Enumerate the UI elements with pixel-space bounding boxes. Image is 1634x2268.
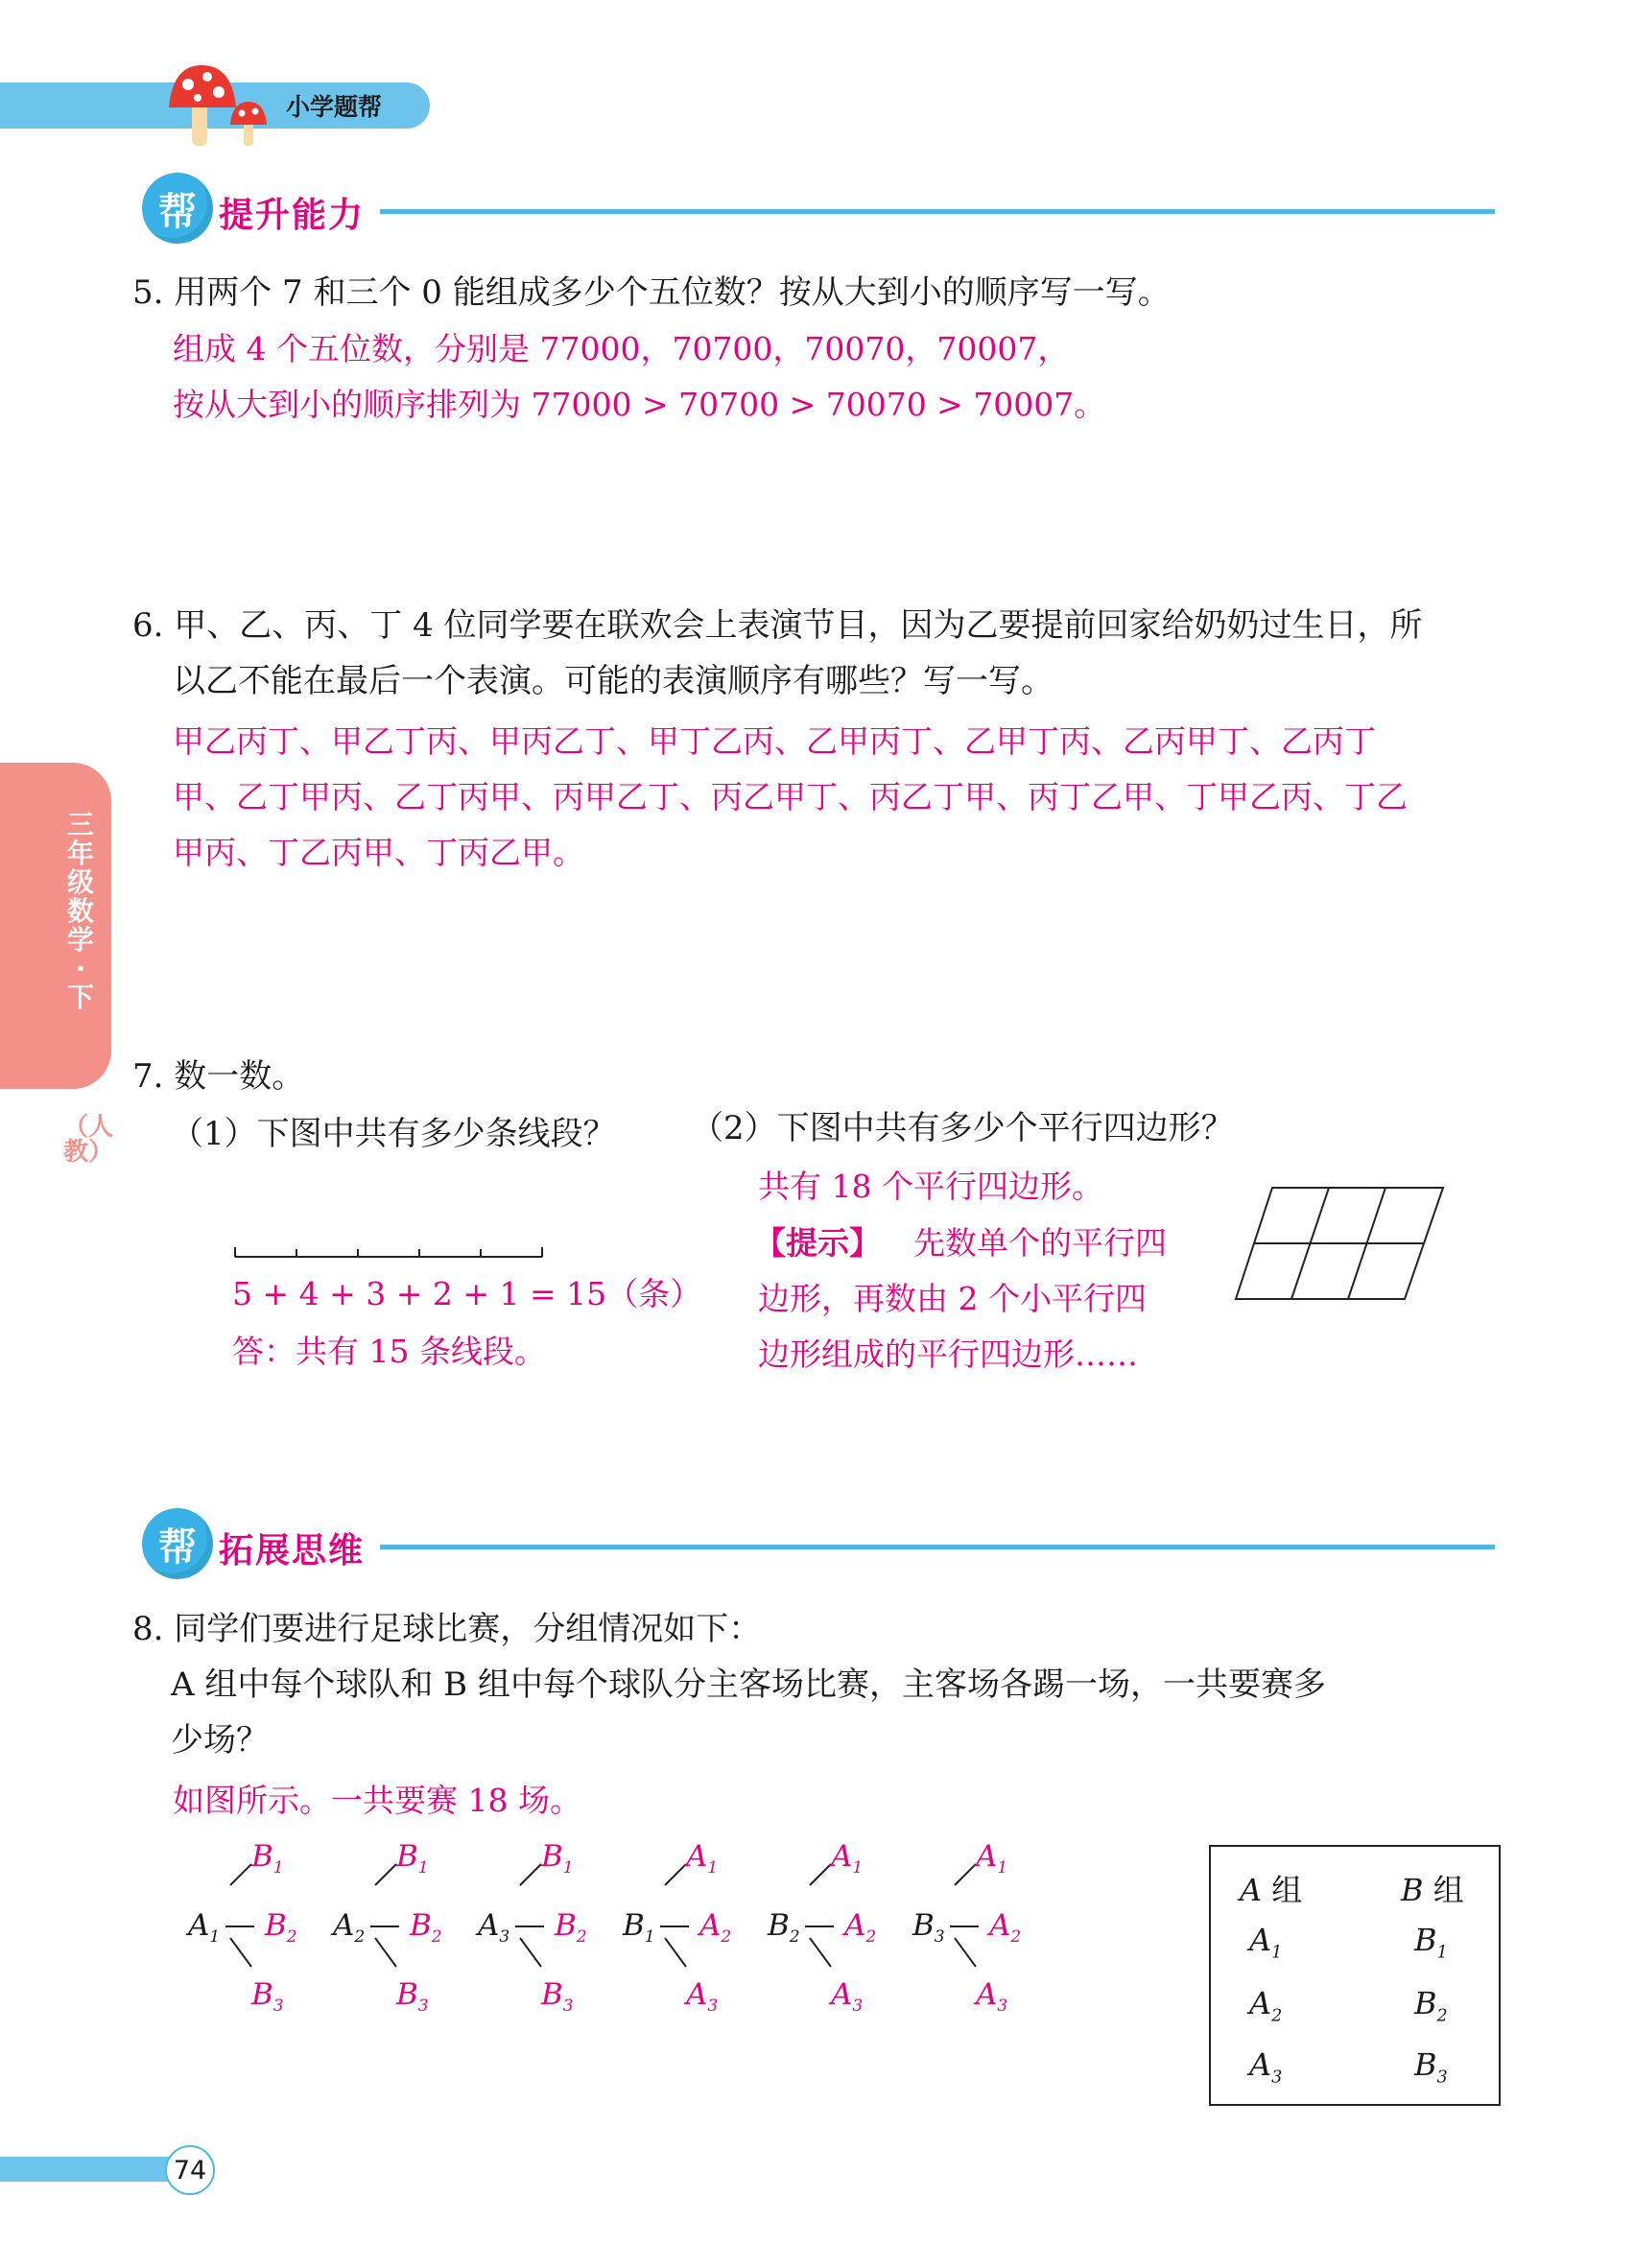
hint-label: 【提示】 <box>754 1224 881 1262</box>
tree-leaf-label: $A_1$ <box>976 1839 1008 1878</box>
question-6-line1: 6. 甲、乙、丙、丁 4 位同学要在联欢会上表演节目，因为乙要提前回家给奶奶过生日，所 <box>132 606 1423 645</box>
header-title: 小学题帮 <box>286 93 383 121</box>
q7-part2-answer: 共有 18 个平行四边形。 <box>758 1168 1103 1205</box>
q7-part1-calc: 5 + 4 + 3 + 2 + 1 = 15（条） <box>232 1275 702 1312</box>
group-table <box>1209 1845 1501 2106</box>
tree-leaf-label: $B_1$ <box>396 1839 429 1878</box>
tree-branch-line <box>810 1938 831 1967</box>
tree-branch-line <box>230 1864 251 1885</box>
tree-branch-line <box>375 1938 396 1967</box>
match-tree <box>907 1828 1051 2020</box>
section-badge: 帮 <box>142 173 213 244</box>
line-segment-figure <box>230 1236 547 1264</box>
table-a-item: $A_2$ <box>1249 1985 1283 2026</box>
tree-leaf-label: $B_2$ <box>410 1908 442 1948</box>
question-7: 7. 数一数。 <box>132 1057 305 1096</box>
tree-root-label: $B_2$ <box>768 1908 800 1948</box>
tree-leaf-label: $A_3$ <box>831 1977 864 2017</box>
hint-line1: 先数单个的平行四 <box>913 1224 1167 1262</box>
section-heading-thinking <box>142 1508 1495 1585</box>
hint-line3: 边形组成的平行四边形…… <box>758 1335 1138 1373</box>
table-header-b: B 组 <box>1401 1872 1464 1908</box>
tree-leaf-label: $B_2$ <box>265 1908 297 1948</box>
tree-root-label: $A_2$ <box>333 1908 366 1948</box>
table-a-item: $A_1$ <box>1249 1922 1283 1963</box>
table-b-item: $B_1$ <box>1414 1922 1448 1963</box>
tree-leaf-label: $B_3$ <box>541 1977 574 2017</box>
table-b-item: $B_3$ <box>1414 2046 1448 2088</box>
tree-leaf-label: $B_1$ <box>541 1839 574 1878</box>
match-tree <box>762 1828 906 2020</box>
table-b-item: $B_2$ <box>1414 1985 1448 2026</box>
q7-part2-question: （2）下图中共有多少个平行四边形？ <box>691 1109 1234 1147</box>
tree-branch-line <box>955 1864 976 1885</box>
tree-root-label: $A_3$ <box>478 1908 510 1948</box>
tree-branch-line <box>520 1864 541 1885</box>
hint-line2: 边形，再数由 2 个小平行四 <box>758 1280 1147 1317</box>
footer-bar <box>0 2157 182 2182</box>
tree-leaf-label: $B_1$ <box>251 1839 284 1878</box>
tree-leaf-label: $B_3$ <box>396 1977 429 2017</box>
q8-answer: 如图所示。一共要赛 18 场。 <box>173 1782 581 1819</box>
tree-branch-line <box>665 1938 686 1967</box>
match-tree <box>617 1828 761 2020</box>
side-grade-label: 三年级数学·下 <box>66 809 94 1013</box>
side-edition-label: （人教） <box>63 1113 114 1167</box>
question-8-line1: 8. 同学们要进行足球比赛，分组情况如下： <box>132 1610 762 1648</box>
section-badge: 帮 <box>142 1508 213 1579</box>
mushroom-logo-icon <box>163 58 278 154</box>
question-6-line2: 以乙不能在最后一个表演。可能的表演顺序有哪些？写一写。 <box>173 662 1054 700</box>
question-8-line2: A 组中每个球队和 B 组中每个球队分主客场比赛，主客场各踢一场，一共要赛多 <box>171 1666 1326 1704</box>
section-title: 提升能力 <box>219 196 366 235</box>
q6-answer-line1: 甲乙丙丁、甲乙丁丙、甲丙乙丁、甲丁乙丙、乙甲丙丁、乙甲丁丙、乙丙甲丁、乙丙丁 <box>173 722 1376 760</box>
tree-leaf-label: $A_1$ <box>831 1839 864 1878</box>
match-tree <box>472 1828 616 2020</box>
question-5: 5. 用两个 7 和三个 0 能组成多少个五位数？按从大到小的顺序写一写。 <box>132 273 1171 312</box>
q7-part1-question: （1）下图中共有多少条线段？ <box>171 1115 616 1153</box>
q5-answer-line1: 组成 4 个五位数，分别是 77000，70700，70070，70007， <box>173 330 1070 367</box>
section-divider <box>380 209 1495 214</box>
tree-branch-line <box>520 1938 541 1967</box>
parallelogram-grid-figure <box>1234 1186 1447 1305</box>
match-trees <box>182 1828 1046 2020</box>
q6-answer-line2: 甲、乙丁甲丙、乙丁丙甲、丙甲乙丁、丙乙甲丁、丙乙丁甲、丙丁乙甲、丁甲乙丙、丁乙 <box>173 778 1408 815</box>
match-tree <box>182 1828 326 2020</box>
table-header-a: A 组 <box>1240 1872 1303 1908</box>
tree-leaf-label: $A_3$ <box>976 1977 1008 2017</box>
tree-root-label: $B_1$ <box>623 1908 655 1948</box>
table-a-item: $A_3$ <box>1249 2046 1283 2088</box>
q6-answer-line3: 甲丙、丁乙丙甲、丁丙乙甲。 <box>173 834 584 871</box>
tree-branch-line <box>955 1938 976 1967</box>
tree-branch-line <box>375 1864 396 1885</box>
tree-leaf-label: $A_2$ <box>699 1908 732 1948</box>
tree-leaf-label: $B_3$ <box>251 1977 284 2017</box>
tree-leaf-label: $A_1$ <box>686 1839 719 1878</box>
section-heading-ability <box>142 173 1495 249</box>
tree-root-label: $B_3$ <box>912 1908 945 1948</box>
section-title: 拓展思维 <box>219 1531 366 1571</box>
section-divider <box>380 1545 1495 1549</box>
match-tree <box>327 1828 471 2020</box>
tree-root-label: $A_1$ <box>188 1908 221 1948</box>
tree-branch-line <box>230 1938 251 1967</box>
tree-branch-line <box>810 1864 831 1885</box>
question-8-line3: 少场？ <box>171 1721 269 1760</box>
q7-part1-answer: 答：共有 15 条线段。 <box>232 1333 546 1370</box>
page-number: 74 <box>165 2145 215 2195</box>
tree-leaf-label: $A_2$ <box>844 1908 877 1948</box>
tree-leaf-label: $A_2$ <box>989 1908 1022 1948</box>
tree-leaf-label: $B_2$ <box>555 1908 587 1948</box>
tree-branch-line <box>665 1864 686 1885</box>
tree-leaf-label: $A_3$ <box>686 1977 719 2017</box>
q5-answer-line2: 按从大到小的顺序排列为 77000 > 70700 > 70070 > 70007。 <box>173 386 1106 423</box>
